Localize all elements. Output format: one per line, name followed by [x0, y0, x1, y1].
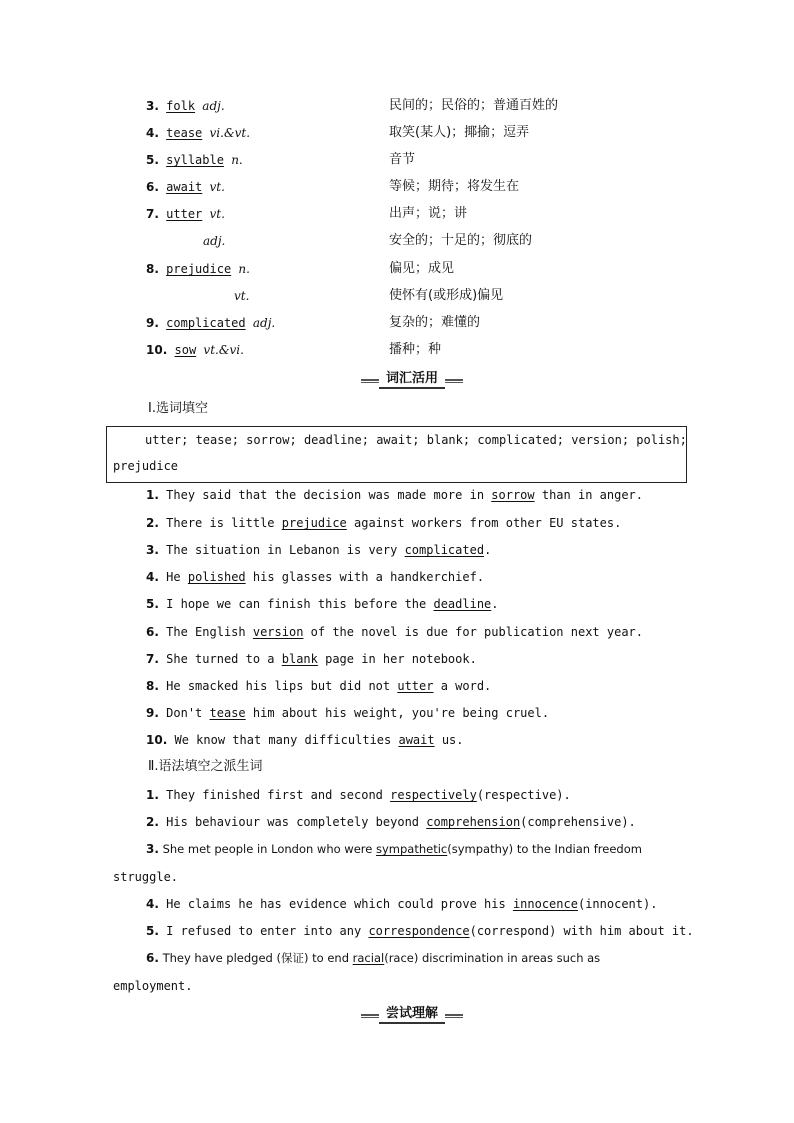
- vocab-entry: [146, 122, 250, 144]
- item-answer: complicated: [404, 543, 485, 557]
- entry-word: folk: [166, 99, 196, 113]
- entry-pos: n.: [238, 262, 250, 276]
- entry-pos: vt.: [234, 289, 250, 303]
- item-text: page in her notebook.: [317, 652, 477, 666]
- item-text: He smacked his lips but did not: [166, 679, 398, 693]
- vocab-entry: [146, 176, 225, 198]
- item-text: He: [166, 570, 188, 584]
- item-number: 3.: [146, 842, 159, 856]
- entry-pos: adj.: [203, 234, 226, 248]
- entry-word: syllable: [166, 153, 224, 167]
- item-text: .: [491, 597, 499, 611]
- entry-pos: vi.&vt.: [209, 126, 251, 140]
- item-answer: respectively: [390, 788, 477, 802]
- exercise-item: [146, 702, 549, 724]
- item-number: 5.: [146, 924, 159, 938]
- entry-word: utter: [166, 207, 203, 221]
- entry-meaning: 偏见；成见: [389, 261, 455, 276]
- item-number: 1.: [146, 488, 159, 502]
- exercise-item: [146, 512, 621, 534]
- exercise-item: [146, 893, 657, 915]
- item-answer: sorrow: [491, 488, 535, 502]
- entry-number: 5.: [146, 153, 159, 167]
- item-text: He claims he has evidence which could prove his: [166, 897, 513, 911]
- item-number: 5.: [146, 597, 159, 611]
- item-number: 6.: [146, 951, 159, 965]
- item-answer: deadline: [433, 597, 492, 611]
- exercise-item: [146, 675, 491, 697]
- item-number: 1.: [146, 788, 159, 802]
- item-text: (innocent).: [577, 897, 658, 911]
- exercise-item: [146, 729, 464, 751]
- entry-meaning: 民间的；民俗的；普通百姓的: [389, 98, 559, 113]
- item-text: (respective).: [476, 788, 571, 802]
- item-text: The situation in Lebanon is very: [166, 543, 405, 557]
- entry-pos: vt.: [209, 180, 225, 194]
- word-bank-line: prejudice: [113, 459, 179, 473]
- item-answer: correspondence: [368, 924, 470, 938]
- vocab-entry: [146, 312, 275, 334]
- item-text: They have pledged (保证) to end: [162, 951, 353, 965]
- item-text: The English: [166, 625, 253, 639]
- item-answer: await: [398, 733, 435, 747]
- entry-number: 3.: [146, 99, 159, 113]
- exercise-item: [146, 811, 636, 833]
- item-answer: version: [252, 625, 304, 639]
- item-text: Don't: [166, 706, 210, 720]
- word-bank-box: [106, 426, 687, 483]
- vocab-entry: [146, 339, 244, 361]
- entry-word: sow: [174, 343, 197, 357]
- item-answer: tease: [209, 706, 246, 720]
- item-text: There is little: [166, 516, 282, 530]
- exercise-item: [146, 947, 600, 969]
- banner-title: 尝试理解: [379, 1006, 445, 1024]
- item-number: 9.: [146, 706, 159, 720]
- entry-number: 8.: [146, 262, 159, 276]
- entry-pos: vt.&vi.: [203, 343, 244, 357]
- exercise-item: [146, 920, 694, 942]
- entry-number: 9.: [146, 316, 159, 330]
- item-text: I hope we can finish this before the: [166, 597, 434, 611]
- entry-word: await: [166, 180, 203, 194]
- item-text: She met people in London who were: [162, 842, 376, 856]
- exercise-item-continued: struggle.: [113, 870, 179, 884]
- exercise-item: [146, 784, 571, 806]
- item-text: We know that many difficulties: [174, 733, 399, 747]
- exercise-item: [146, 621, 643, 643]
- item-text: (race) discrimination in areas such as: [384, 951, 601, 965]
- item-answer: comprehension: [426, 815, 521, 829]
- entry-word: tease: [166, 126, 203, 140]
- entry-number: 4.: [146, 126, 159, 140]
- vocab-entry: [146, 258, 250, 280]
- item-text: They said that the decision was made more in: [166, 488, 492, 502]
- entry-word: complicated: [166, 316, 246, 330]
- section-title: Ⅰ.选词填空: [148, 401, 208, 416]
- exercise-item: [146, 539, 491, 561]
- entry-pos: n.: [231, 153, 243, 167]
- entry-word: prejudice: [166, 262, 232, 276]
- item-number: 2.: [146, 815, 159, 829]
- entry-number: 6.: [146, 180, 159, 194]
- item-text: .: [484, 543, 492, 557]
- item-number: 4.: [146, 570, 159, 584]
- item-number: 7.: [146, 652, 159, 666]
- item-text: a word.: [433, 679, 492, 693]
- entry-number: 10.: [146, 343, 168, 357]
- item-text: of the novel is due for publication next year.: [303, 625, 643, 639]
- item-text: She turned to a: [166, 652, 282, 666]
- entry-meaning: 播种；种: [389, 342, 442, 357]
- item-text: than in anger.: [534, 488, 643, 502]
- exercise-item: [146, 838, 642, 860]
- item-text: (comprehensive).: [520, 815, 636, 829]
- entry-meaning: 出声；说；讲: [389, 206, 468, 221]
- item-number: 10.: [146, 733, 168, 747]
- item-answer: utter: [397, 679, 434, 693]
- item-text: They finished first and second: [166, 788, 391, 802]
- entry-pos: adj.: [202, 99, 225, 113]
- word-bank-line: utter; tease; sorrow; deadline; await; blank; complicated; version; polish;: [145, 433, 687, 447]
- entry-meaning: 复杂的；难懂的: [389, 315, 481, 330]
- section-banner: [361, 371, 463, 387]
- entry-pos: vt.: [209, 207, 225, 221]
- item-text: against workers from other EU states.: [346, 516, 622, 530]
- item-number: 3.: [146, 543, 159, 557]
- item-text: him about his weight, you're being cruel.: [245, 706, 550, 720]
- exercise-item: [146, 593, 499, 615]
- vocab-entry: [146, 203, 225, 225]
- item-text: His behaviour was completely beyond: [166, 815, 427, 829]
- item-number: 2.: [146, 516, 159, 530]
- section-banner: [361, 1006, 463, 1022]
- banner-title: 词汇活用: [379, 371, 445, 389]
- item-answer: innocence: [512, 897, 578, 911]
- vocab-entry: [146, 95, 225, 117]
- item-number: 8.: [146, 679, 159, 693]
- item-answer: racial: [352, 951, 385, 965]
- item-number: 6.: [146, 625, 159, 639]
- vocab-subentry: [234, 285, 249, 307]
- item-answer: blank: [281, 652, 318, 666]
- entry-meaning: 使怀有(或形成)偏见: [389, 288, 504, 303]
- exercise-item: [146, 566, 484, 588]
- item-answer: prejudice: [281, 516, 347, 530]
- item-text: us.: [434, 733, 464, 747]
- entry-meaning: 取笑(某人)；揶揄；逗弄: [389, 125, 530, 140]
- entry-pos: adj.: [252, 316, 276, 330]
- entry-meaning: 音节: [389, 152, 416, 167]
- section-title: Ⅱ.语法填空之派生词: [148, 759, 263, 774]
- item-text: I refused to enter into any: [166, 924, 369, 938]
- entry-number: 7.: [146, 207, 159, 221]
- exercise-item: [146, 484, 643, 506]
- entry-meaning: 等候；期待；将发生在: [389, 179, 520, 194]
- entry-meaning: 安全的；十足的；彻底的: [389, 233, 533, 248]
- exercise-item: [146, 648, 477, 670]
- item-answer: sympathetic: [376, 842, 448, 856]
- item-answer: polished: [187, 570, 246, 584]
- item-number: 4.: [146, 897, 159, 911]
- item-text: his glasses with a handkerchief.: [245, 570, 485, 584]
- vocab-subentry: [203, 230, 225, 252]
- vocab-entry: [146, 149, 243, 171]
- exercise-item-continued: employment.: [113, 979, 193, 993]
- item-text: (correspond) with him about it.: [469, 924, 694, 938]
- item-text: (sympathy) to the Indian freedom: [447, 842, 642, 856]
